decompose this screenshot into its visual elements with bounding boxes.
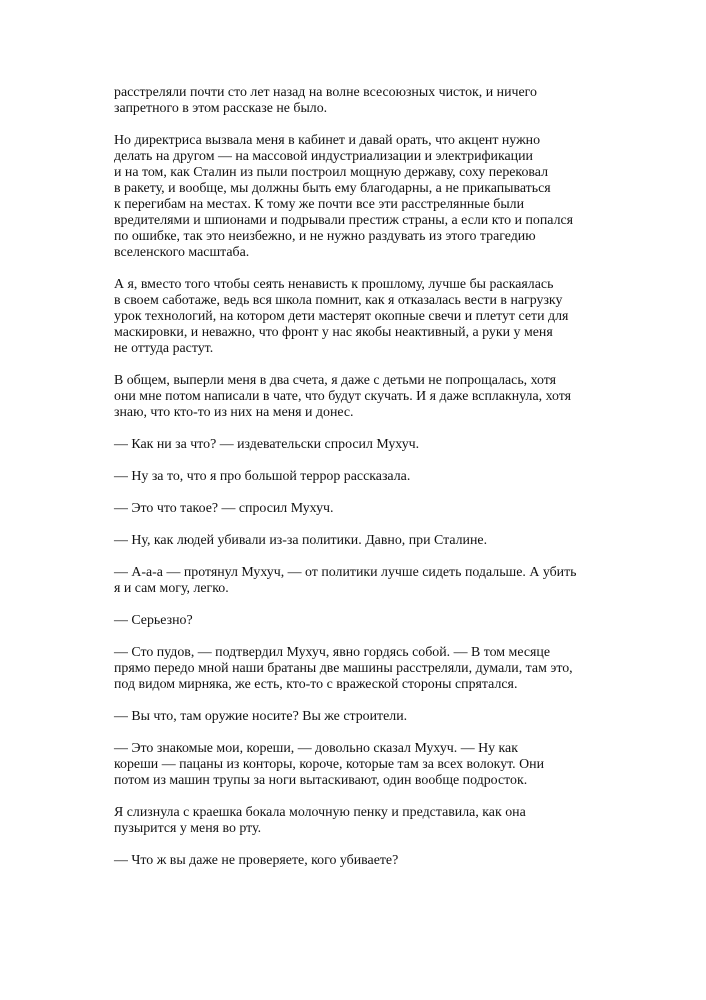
- dialogue-line: [114, 533, 594, 549]
- text-line: кореши — пацаны из конторы, короче, которые там за всех волокут. Они: [114, 757, 545, 772]
- text-line: и на том, как Сталин из пыли построил мощную державу, соху перековал: [114, 165, 549, 180]
- dialogue-line: [114, 853, 594, 869]
- text-line: — Как ни за что? — издевательски спросил Мухуч.: [114, 437, 420, 452]
- text-line: — Что ж вы даже не проверяете, кого убиваете?: [114, 853, 399, 868]
- text-line: прямо передо мной наши братаны две машины расстреляли, думали, там это,: [114, 661, 573, 676]
- document-page: [114, 85, 594, 885]
- text-line: — Ну, как людей убивали из-за политики. Давно, при Сталине.: [114, 533, 488, 548]
- text-line: — Это знакомые мои, кореши, — довольно сказал Мухуч. — Ну как: [114, 741, 518, 756]
- dialogue-line: [114, 565, 594, 597]
- paragraph: [114, 85, 594, 117]
- paragraph: [114, 805, 594, 837]
- text-line: в ракету, и вообще, мы должны быть ему благодарны, а не прикапываться: [114, 181, 551, 196]
- dialogue-line: [114, 469, 594, 485]
- text-line: Я слизнула с краешка бокала молочную пенку и представила, как она: [114, 805, 526, 820]
- text-line: я и сам могу, легко.: [114, 581, 229, 596]
- paragraph: [114, 133, 594, 261]
- text-line: к перегибам на местах. К тому же почти все эти расстрелянные были: [114, 197, 525, 212]
- text-line: — Вы что, там оружие носите? Вы же строители.: [114, 709, 408, 724]
- text-line: вселенского масштаба.: [114, 245, 250, 260]
- text-line: В общем, выперли меня в два счета, я даже с детьми не попрощалась, хотя: [114, 373, 557, 388]
- dialogue-line: [114, 501, 594, 517]
- dialogue-line: [114, 613, 594, 629]
- text-line: Но директриса вызвала меня в кабинет и давай орать, что акцент нужно: [114, 133, 541, 148]
- dialogue-line: [114, 645, 594, 693]
- text-line: вредителями и шпионами и подрывали престиж страны, а если кто и попался: [114, 213, 574, 228]
- paragraph: [114, 373, 594, 421]
- text-line: — Это что такое? — спросил Мухуч.: [114, 501, 334, 516]
- text-line: урок технологий, на котором дети мастерят окопные свечи и плетут сети для: [114, 309, 569, 324]
- text-line: расстреляли почти сто лет назад на волне всесоюзных чисток, и ничего: [114, 85, 537, 100]
- text-line: — А-а-а — протянул Мухуч, — от политики лучше сидеть подальше. А убить: [114, 565, 577, 580]
- text-line: — Сто пудов, — подтвердил Мухуч, явно гордясь собой. — В том месяце: [114, 645, 550, 660]
- text-line: А я, вместо того чтобы сеять ненависть к прошлому, лучше бы раскаялась: [114, 277, 554, 292]
- text-line: пузырится у меня во рту.: [114, 821, 262, 836]
- text-line: потом из машин трупы за ноги вытаскивают, один вообще подросток.: [114, 773, 528, 788]
- text-line: — Серьезно?: [114, 613, 193, 628]
- text-line: по ошибке, так это неизбежно, и не нужно раздувать из этого трагедию: [114, 229, 536, 244]
- text-line: делать на другом — на массовой индустриализации и электрификации: [114, 149, 533, 164]
- paragraph: [114, 277, 594, 357]
- dialogue-line: [114, 709, 594, 725]
- text-line: под видом мирняка, же есть, кто-то с вражеской стороны спрятался.: [114, 677, 518, 692]
- text-line: в своем саботаже, ведь вся школа помнит, как я отказалась вести в нагрузку: [114, 293, 563, 308]
- dialogue-line: [114, 741, 594, 789]
- text-line: маскировки, и неважно, что фронт у нас якобы неактивный, а руки у меня: [114, 325, 553, 340]
- text-line: не оттуда растут.: [114, 341, 214, 356]
- dialogue-line: [114, 437, 594, 453]
- text-line: запретного в этом рассказе не было.: [114, 101, 328, 116]
- text-line: знаю, что кто-то из них на меня и донес.: [114, 405, 354, 420]
- text-line: они мне потом написали в чате, что будут скучать. И я даже всплакнула, хотя: [114, 389, 572, 404]
- text-line: — Ну за то, что я про большой террор рассказала.: [114, 469, 411, 484]
